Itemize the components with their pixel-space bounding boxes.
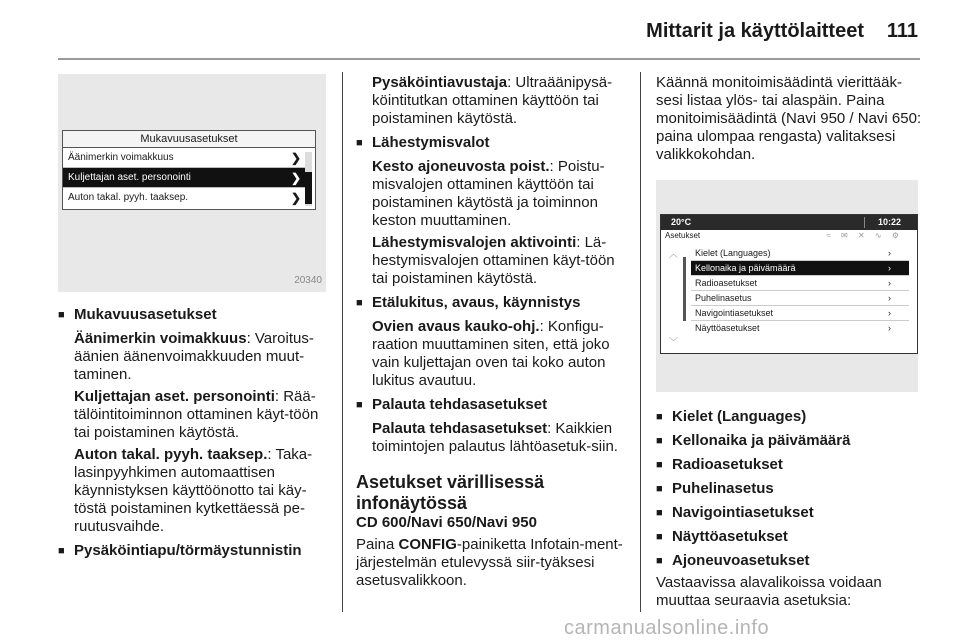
column-right (656, 74, 922, 610)
menu-title: Mukavuusasetukset (63, 131, 315, 148)
chevron-right-icon: ❯ (290, 151, 301, 165)
chevron-right-icon: › (888, 323, 891, 333)
list-item: Puhelinasetus › (691, 291, 909, 306)
menu-item-selected (63, 168, 305, 188)
comfort-settings-menu (62, 130, 316, 210)
paragraph (356, 318, 628, 390)
temperature: 20°C (671, 217, 692, 227)
bullet-item: ■ Radioasetukset (656, 456, 922, 474)
menu-item (63, 148, 305, 168)
status-bar (661, 215, 917, 230)
paragraph: Käännä monitoimisäädintä vierittääk-sesi listaa ylös- tai alaspäin. Paina monitoimisäädintä (Navi 950 / Navi 650: paina ulompaa rengasta) valitaksesi valikkokohdan. (656, 74, 922, 163)
figure-code: 20340 (294, 275, 322, 286)
list-item: Näyttöasetukset › (691, 321, 909, 336)
chevron-right-icon: › (888, 248, 891, 258)
list-item: Radioasetukset › (691, 276, 909, 291)
term: Auton takal. pyyh. taaksep. (74, 446, 268, 463)
paragraph (58, 388, 326, 442)
config-key: CONFIG (398, 536, 457, 553)
header-rule (58, 58, 920, 60)
list-item-selected: Kellonaika ja päivämäärä › (691, 261, 909, 276)
term: Lähestymisvalojen aktivointi (372, 234, 577, 251)
chevron-right-icon: › (888, 263, 891, 273)
term-text: : Poistu-misvalojen ottaminen käyttöön tai poistaminen käytöstä ja toiminnon keston muuttaminen. (372, 158, 605, 229)
column-left (58, 74, 326, 560)
paragraph (58, 330, 326, 384)
paragraph (356, 158, 628, 230)
status-icons: ≈ ✉ ✕ ∿ ⚙ (826, 231, 903, 240)
term: Kuljettajan aset. personointi (74, 388, 275, 405)
bullet-heading: ■ Pysäköintiapu/törmäystunnistin (58, 542, 326, 560)
clock: 10:22 (877, 217, 901, 227)
bullet-heading: ■ Lähestymisvalot (356, 134, 628, 152)
column-divider (640, 72, 641, 612)
chevron-up-icon: ︿ (669, 249, 679, 259)
chevron-right-icon: ❯ (290, 191, 301, 205)
term: Pysäköintiavustaja (372, 74, 508, 91)
settings-bullets (656, 408, 922, 570)
term-text: : Taka-lasinpyyhkimen automaattisen käynnistyksen käyttöönotto tai käy-töstä poistaminen kytkettäessä pe-ruutusvaihde. (74, 446, 313, 535)
scrollbar-thumb (305, 172, 312, 204)
chevron-right-icon: › (888, 293, 891, 303)
paragraph: Vastaavissa alavalikoissa voidaan muuttaa seuraavia asetuksia: (656, 574, 882, 609)
page-header (0, 0, 960, 64)
menu-item-label: Äänimerkin voimakkuus (68, 152, 174, 163)
paragraph (356, 234, 628, 288)
term-text: : Varoitus-äänien äänenvoimakkuuden muut-taminen. (74, 330, 314, 383)
settings-list (691, 246, 909, 336)
bullet-heading: ■ Mukavuusasetukset (58, 306, 326, 324)
paragraph: Paina CONFIG-painiketta Infotain-ment-järjestelmän etulevyssä siir-tyäksesi asetusvalikkoon. (356, 536, 623, 589)
settings-screen-figure (656, 180, 918, 392)
menu-scrollbar (305, 152, 312, 206)
term-text: : Konfigu-raation muuttaminen siten, että joko vain kuljettajan oven tai koko auton lukitus avautuu. (372, 318, 610, 389)
term: Äänimerkin voimakkuus (74, 330, 247, 347)
breadcrumb: Asetukset ≈ ✉ ✕ ∿ ⚙ (665, 231, 903, 240)
term: Kesto ajoneuvosta poist. (372, 158, 550, 175)
paragraph (356, 74, 628, 128)
comfort-settings-figure (58, 74, 326, 292)
term: Palauta tehdasasetukset (372, 420, 548, 437)
term-text: : Kaikkien toimintojen palautus lähtöasetuk-siin. (372, 420, 618, 455)
list-item: Navigointiasetukset › (691, 306, 909, 321)
term-text: : Lä-hestymisvalojen ottaminen käyt-töön tai poistaminen käytöstä. (372, 234, 615, 287)
section-heading: Asetukset värillisessä infonäytössä (356, 472, 545, 513)
chevron-right-icon: › (888, 308, 891, 318)
term: Ovien avaus kauko-ohj. (372, 318, 540, 335)
bullet-item: ■ Ajoneuvoasetukset (656, 552, 922, 570)
list-scrollbar (683, 257, 686, 321)
chevron-down-icon: ﹀ (669, 337, 679, 347)
page-number: 111 (886, 20, 918, 42)
term-text: : Ultraäänipysä-köintitutkan ottaminen käyttöön tai poistaminen käytöstä. (372, 74, 613, 127)
menu-item-label: Kuljettajan aset. personointi (68, 172, 191, 183)
bullet-heading: ■ Palauta tehdasasetukset (356, 396, 628, 414)
bullet-heading: ■ Etälukitus, avaus, käynnistys (356, 294, 628, 312)
column-middle (356, 74, 628, 590)
term-text: : Rää-tälöintitoiminnon ottaminen käyt-töön tai poistaminen käytöstä. (74, 388, 319, 441)
bullet-item: ■ Navigointiasetukset (656, 504, 922, 522)
menu-item-label: Auton takal. pyyh. taaksep. (68, 192, 189, 203)
bullet-item: ■ Kielet (Languages) (656, 408, 922, 426)
bullet-item: ■ Näyttöasetukset (656, 528, 922, 546)
chevron-right-icon: ❯ (290, 171, 301, 185)
infotainment-screen (660, 214, 918, 354)
menu-item (63, 188, 305, 208)
chevron-right-icon: › (888, 278, 891, 288)
bullet-item: ■ Kellonaika ja päivämäärä (656, 432, 922, 450)
section-subheading: CD 600/Navi 650/Navi 950 (356, 514, 537, 531)
paragraph (356, 420, 628, 456)
list-item: Kielet (Languages) › (691, 246, 909, 261)
bullet-item: ■ Puhelinasetus (656, 480, 922, 498)
watermark: carmanualsonline.info (564, 617, 770, 639)
paragraph (58, 446, 326, 536)
column-divider (342, 72, 343, 612)
page-title: Mittarit ja käyttölaitteet (646, 20, 864, 42)
